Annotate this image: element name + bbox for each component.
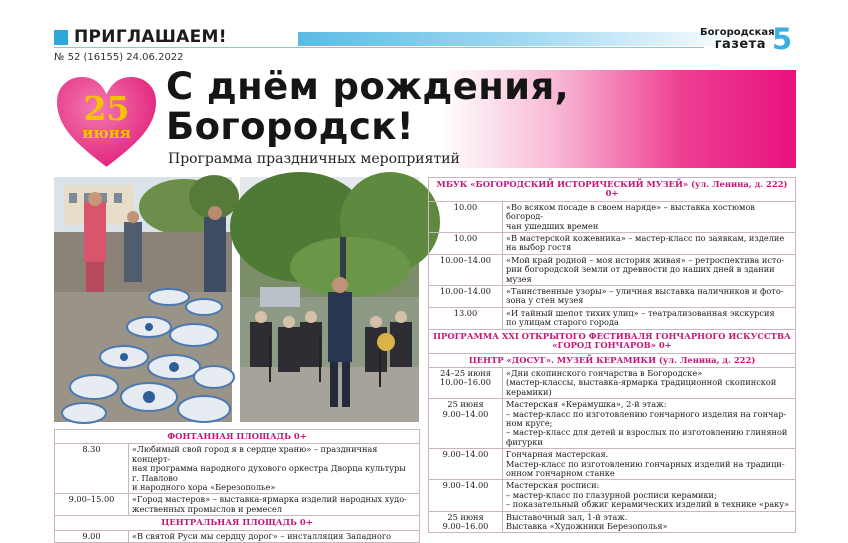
table-row: [55, 530, 420, 542]
event-time: [429, 399, 503, 449]
table-row: [429, 480, 796, 511]
festival-title-line2: «ГОРОД ГОНЧАРОВ» 0+: [552, 340, 672, 351]
festival-title-line1: ПРОГРАММА XXI ОТКРЫТОГО ФЕСТИВАЛЯ ГОНЧАРНОГО ИСКУССТВА: [433, 330, 791, 341]
description-line: Мастерская росписи:: [506, 480, 600, 491]
section-header-row: [55, 516, 420, 530]
description-line: по улицам старого города: [506, 317, 619, 328]
description-line: Гончарная мастерская.: [506, 449, 609, 460]
table-row: [429, 254, 796, 285]
description-line: «И тайный шепот тихих улиц» – театрализованная экскурсия: [506, 307, 775, 318]
orchestra-concert-photo: [240, 177, 419, 422]
section-header-bar: [54, 29, 748, 47]
table-row: [55, 444, 420, 494]
section-title: ФОНТАННАЯ ПЛОЩАДЬ 0+: [55, 430, 420, 444]
issue-line: № 52 (16155) 24.06.2022: [54, 52, 184, 63]
event-description: [503, 399, 796, 449]
page-subtitle: Программа праздничных мероприятий: [168, 151, 460, 167]
section-label: ПРИГЛАШАЕМ!: [74, 27, 227, 47]
description-line: – показательный обжиг керамических изделий в технике «раку»: [506, 499, 790, 510]
event-time: 13.00: [429, 307, 503, 329]
description-line: чан ушедших времен: [506, 220, 599, 231]
table-row: [429, 286, 796, 308]
page-number: 5: [772, 22, 793, 56]
description-line: «В святой Руси мы сердцу дорог» – инсталляция Западного: [132, 530, 392, 541]
description-line: «Дни скопинского гончарства в Богородске»: [506, 367, 703, 378]
event-time: 9.00: [55, 530, 129, 542]
event-time: 8.30: [55, 444, 129, 494]
event-time: [429, 367, 503, 398]
heart-day: 25: [83, 89, 130, 128]
event-time: [429, 480, 503, 511]
description-line: музея: [506, 273, 532, 284]
section-header-row: [55, 430, 420, 444]
description-line: керамики): [506, 386, 552, 397]
event-description: [129, 444, 420, 494]
description-line: Мастерская «Керамушка», 2-й этаж:: [506, 399, 667, 410]
heart-month: июня: [82, 124, 131, 142]
title-line1: С днём рождения,: [166, 65, 570, 108]
description-line: фигурки: [506, 436, 543, 447]
section-marker: [54, 30, 68, 45]
description-line: ная программа народного духового оркестра Дворца культуры: [132, 463, 406, 474]
event-description: [503, 286, 796, 308]
newspaper-name: [700, 27, 775, 52]
time-line: 9.00–16.00: [442, 521, 489, 531]
time-line: 25 июня: [447, 511, 484, 522]
event-description: [503, 449, 796, 480]
time-line: 10.00–16.00: [440, 377, 491, 388]
description-line: Выставочный зал, 1-й этаж.: [506, 511, 628, 522]
section-header-row: [429, 329, 796, 353]
event-time: [429, 449, 503, 480]
description-line: и народного хора «Березополье»: [132, 482, 276, 493]
time-line: 9.00–14.00: [442, 449, 489, 460]
description-line: на выбор гостя: [506, 242, 572, 253]
table-row: [429, 399, 796, 449]
date-heart: [54, 74, 159, 170]
table-row: [429, 449, 796, 480]
newspaper-name-line1: Богородская: [700, 27, 775, 38]
event-description: [503, 233, 796, 255]
event-description: [129, 530, 420, 542]
festival-title: [429, 329, 796, 353]
table-row: [429, 201, 796, 232]
description-line: – мастер-класс по изготовлению гончарного изделия на гончар-: [506, 408, 787, 419]
description-line: «Мой край родной – моя история живая» – ретроспектива исто-: [506, 254, 785, 265]
description-line: г. Павлово: [132, 472, 178, 483]
title-line2: Богородск!: [166, 105, 415, 148]
section-header-row: [429, 178, 796, 202]
museum-title: МБУК «БОГОРОДСКИЙ ИСТОРИЧЕСКИЙ МУЗЕЙ» (ул. Ленина, д. 222) 0+: [429, 178, 796, 202]
time-line: 9.00–14.00: [442, 408, 489, 419]
event-description: [503, 511, 796, 533]
description-line: «Таинственные узоры» – уличная выставка наличников и фото-: [506, 286, 784, 297]
table-row: [429, 367, 796, 398]
time-line: 24–25 июня: [440, 367, 491, 378]
event-description: [503, 254, 796, 285]
event-description: [503, 480, 796, 511]
event-description: [503, 367, 796, 398]
description-line: «Город мастеров» – выставка-ярмарка изделий народных худо-: [132, 494, 407, 505]
table-row: [429, 511, 796, 533]
description-line: рии богородской земли от древности до наших дней в здании: [506, 264, 775, 275]
table-row: [55, 494, 420, 516]
event-time: 10.00: [429, 233, 503, 255]
description-line: онном гончарном станке: [506, 467, 615, 478]
market-fair-photo: [54, 177, 232, 422]
time-line: 9.00–14.00: [442, 480, 489, 491]
description-line: ном круге;: [506, 417, 553, 428]
header-rule: [54, 47, 704, 48]
description-line: «Любимый свой город я в сердце храню» – праздничная концерт-: [132, 444, 378, 464]
description-line: Мастер-класс по изготовлению гончарных изделий на традици-: [506, 458, 785, 469]
event-time: [429, 511, 503, 533]
header-color-band: [298, 32, 746, 46]
event-time: 10.00–14.00: [429, 286, 503, 308]
right-program-table: [428, 177, 796, 533]
event-description: [503, 201, 796, 232]
newspaper-name-line2: газета: [714, 37, 766, 52]
description-line: зона у стен музея: [506, 295, 584, 306]
table-row: [429, 307, 796, 329]
description-line: Выставка «Художники Березополья»: [506, 521, 668, 531]
page-title: [166, 67, 626, 147]
event-time: 9.00–15.00: [55, 494, 129, 516]
left-program-table: [54, 429, 420, 543]
description-line: «В мастерской кожевника» – мастер-класс по заявкам, изделие: [506, 233, 785, 244]
table-row: [429, 233, 796, 255]
description-line: «Во всяком посаде в своем наряде» – выставка костюмов богород-: [506, 201, 755, 222]
description-line: – мастер-класс по глазурной росписи керамики;: [506, 489, 717, 500]
section-header-row: [429, 353, 796, 367]
time-line: 25 июня: [447, 399, 484, 410]
event-time: 10.00: [429, 201, 503, 232]
event-time: 10.00–14.00: [429, 254, 503, 285]
section-title: ЦЕНТРАЛЬНАЯ ПЛОЩАДЬ 0+: [55, 516, 420, 530]
description-line: жественных промыслов и ремесел: [132, 503, 283, 514]
venue-title: ЦЕНТР «ДОСУГ». МУЗЕЙ КЕРАМИКИ (ул. Ленина, д. 222): [429, 353, 796, 367]
event-description: [129, 494, 420, 516]
event-description: [503, 307, 796, 329]
description-line: – мастер-класс для детей и взрослых по изготовлению глиняной: [506, 427, 788, 438]
description-line: (мастер-классы, выставка-ярмарка традиционной скопинской: [506, 377, 777, 388]
